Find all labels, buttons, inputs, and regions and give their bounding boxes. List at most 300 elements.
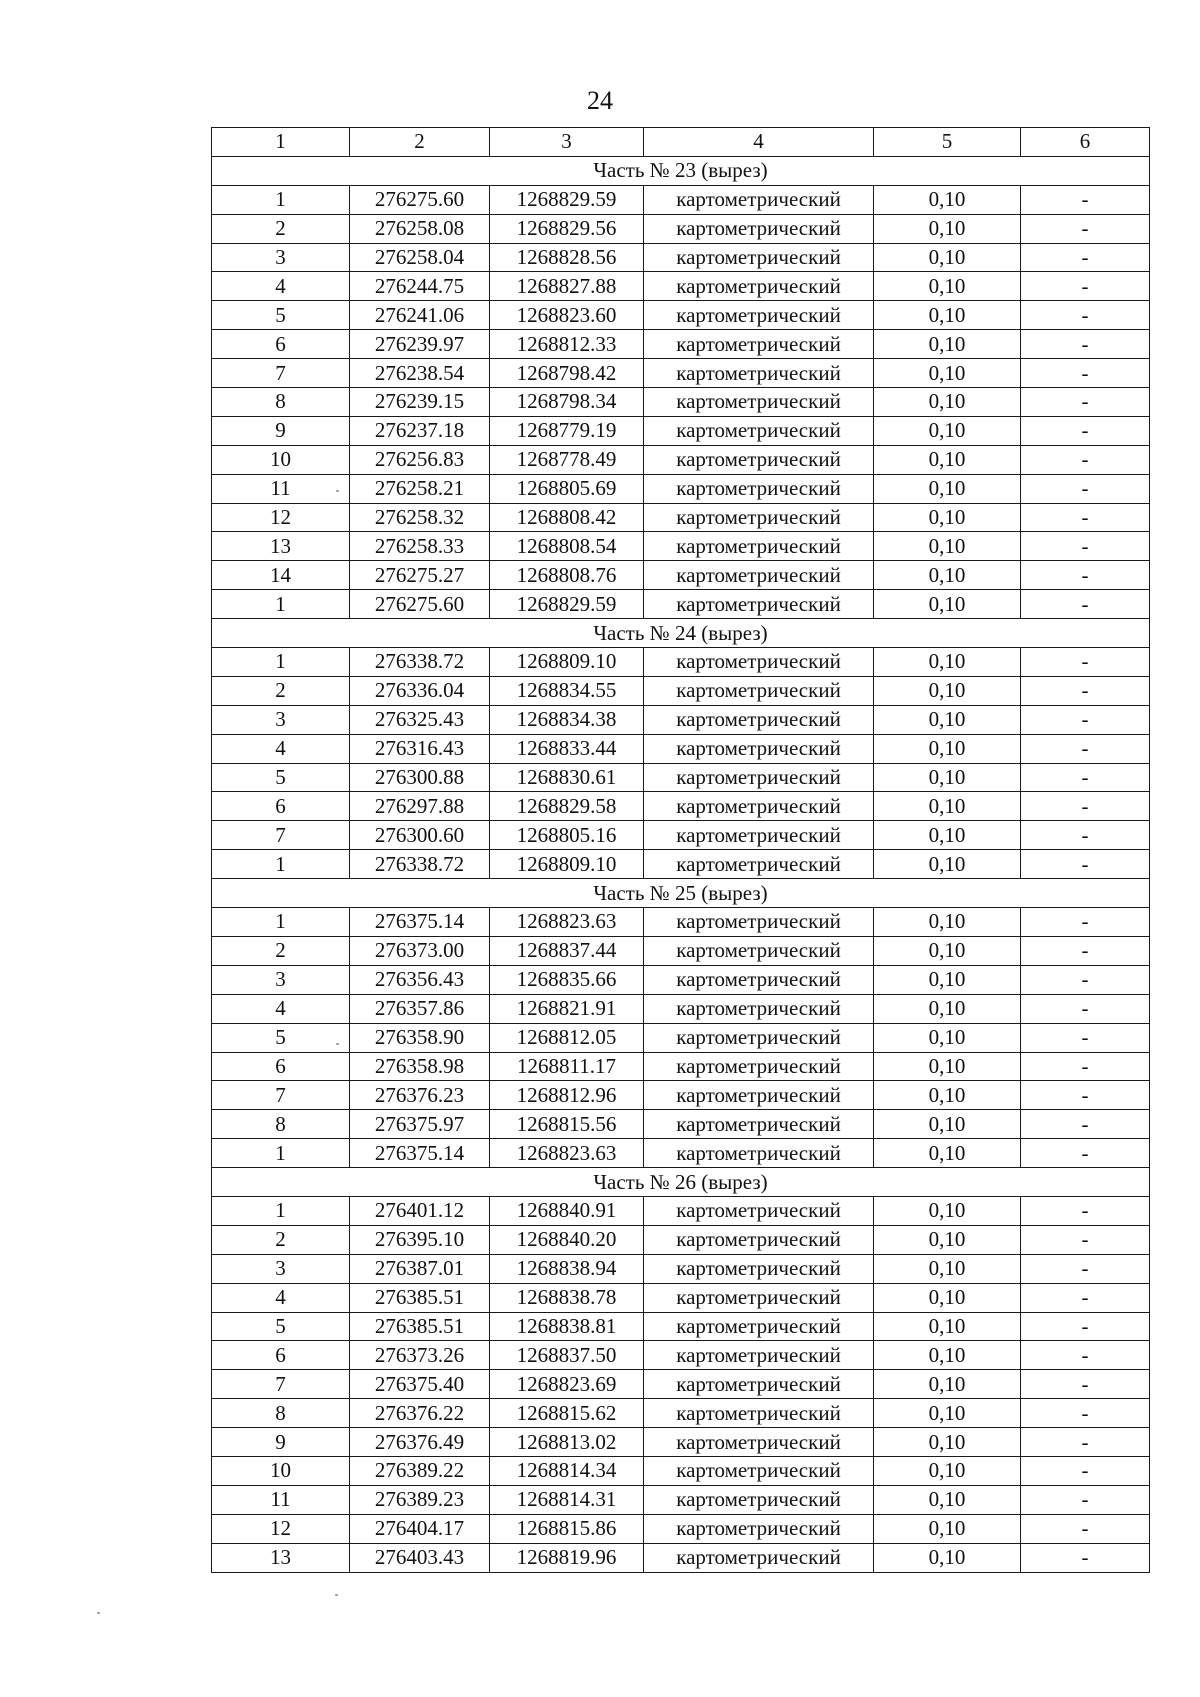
y-coordinate-cell: 1268823.60: [490, 301, 644, 330]
method-cell: картометрический: [644, 1052, 874, 1081]
point-number-cell: 8: [212, 1399, 350, 1428]
y-coordinate-cell: 1268829.58: [490, 792, 644, 821]
method-cell: картометрический: [644, 1399, 874, 1428]
table-row: [212, 1110, 1150, 1139]
method-cell: картометрический: [644, 705, 874, 734]
point-number-cell: 2: [212, 1225, 350, 1254]
coordinates-table-body: [212, 128, 1150, 1573]
table-row: [212, 1052, 1150, 1081]
description-cell: -: [1021, 359, 1150, 388]
accuracy-cell: 0,10: [874, 965, 1021, 994]
y-coordinate-cell: 1268828.56: [490, 243, 644, 272]
y-coordinate-cell: 1268815.56: [490, 1110, 644, 1139]
x-coordinate-cell: 276389.22: [350, 1456, 490, 1485]
description-cell: -: [1021, 1399, 1150, 1428]
table-row: [212, 1139, 1150, 1168]
table-row: [212, 734, 1150, 763]
point-number-cell: 2: [212, 676, 350, 705]
section-title-row: [212, 156, 1150, 185]
y-coordinate-cell: 1268829.56: [490, 214, 644, 243]
x-coordinate-cell: 276336.04: [350, 676, 490, 705]
x-coordinate-cell: 276258.04: [350, 243, 490, 272]
y-coordinate-cell: 1268834.55: [490, 676, 644, 705]
table-row: [212, 1399, 1150, 1428]
y-coordinate-cell: 1268840.91: [490, 1196, 644, 1225]
description-cell: -: [1021, 1023, 1150, 1052]
accuracy-cell: 0,10: [874, 821, 1021, 850]
accuracy-cell: 0,10: [874, 1399, 1021, 1428]
x-coordinate-cell: 276376.49: [350, 1428, 490, 1457]
section-title-row: [212, 619, 1150, 648]
description-cell: -: [1021, 445, 1150, 474]
x-coordinate-cell: 276356.43: [350, 965, 490, 994]
x-coordinate-cell: 276375.40: [350, 1370, 490, 1399]
point-number-cell: 6: [212, 330, 350, 359]
method-cell: картометрический: [644, 301, 874, 330]
description-cell: -: [1021, 388, 1150, 417]
table-row: [212, 763, 1150, 792]
x-coordinate-cell: 276404.17: [350, 1514, 490, 1543]
accuracy-cell: 0,10: [874, 648, 1021, 677]
x-coordinate-cell: 276325.43: [350, 705, 490, 734]
y-coordinate-cell: 1268834.38: [490, 705, 644, 734]
point-number-cell: 8: [212, 388, 350, 417]
y-coordinate-cell: 1268809.10: [490, 648, 644, 677]
y-coordinate-cell: 1268823.69: [490, 1370, 644, 1399]
description-cell: -: [1021, 1485, 1150, 1514]
point-number-cell: 7: [212, 1081, 350, 1110]
description-cell: -: [1021, 734, 1150, 763]
method-cell: картометрический: [644, 1139, 874, 1168]
method-cell: картометрический: [644, 936, 874, 965]
point-number-cell: 13: [212, 532, 350, 561]
x-coordinate-cell: 276375.14: [350, 1139, 490, 1168]
column-number-cell: 1: [212, 128, 350, 157]
scan-speck: [335, 1594, 338, 1596]
section-title: Часть № 25 (вырез): [212, 879, 1150, 908]
method-cell: картометрический: [644, 1543, 874, 1572]
section-title: Часть № 26 (вырез): [212, 1168, 1150, 1197]
method-cell: картометрический: [644, 416, 874, 445]
x-coordinate-cell: 276239.97: [350, 330, 490, 359]
table-row: [212, 1312, 1150, 1341]
method-cell: картометрический: [644, 1225, 874, 1254]
y-coordinate-cell: 1268837.50: [490, 1341, 644, 1370]
y-coordinate-cell: 1268838.94: [490, 1254, 644, 1283]
method-cell: картометрический: [644, 1341, 874, 1370]
section-title-row: [212, 879, 1150, 908]
table-row: [212, 1428, 1150, 1457]
table-row: [212, 1225, 1150, 1254]
method-cell: картометрический: [644, 1110, 874, 1139]
accuracy-cell: 0,10: [874, 561, 1021, 590]
table-row: [212, 821, 1150, 850]
y-coordinate-cell: 1268811.17: [490, 1052, 644, 1081]
point-number-cell: 6: [212, 792, 350, 821]
y-coordinate-cell: 1268833.44: [490, 734, 644, 763]
x-coordinate-cell: 276375.14: [350, 908, 490, 937]
x-coordinate-cell: 276237.18: [350, 416, 490, 445]
x-coordinate-cell: 276300.88: [350, 763, 490, 792]
accuracy-cell: 0,10: [874, 734, 1021, 763]
y-coordinate-cell: 1268835.66: [490, 965, 644, 994]
point-number-cell: 11: [212, 1485, 350, 1514]
method-cell: картометрический: [644, 965, 874, 994]
point-number-cell: 1: [212, 185, 350, 214]
point-number-cell: 1: [212, 648, 350, 677]
section-title-row: [212, 1168, 1150, 1197]
method-cell: картометрический: [644, 734, 874, 763]
x-coordinate-cell: 276300.60: [350, 821, 490, 850]
description-cell: -: [1021, 301, 1150, 330]
point-number-cell: 3: [212, 965, 350, 994]
description-cell: -: [1021, 1081, 1150, 1110]
method-cell: картометрический: [644, 1485, 874, 1514]
point-number-cell: 4: [212, 272, 350, 301]
table-row: [212, 272, 1150, 301]
description-cell: -: [1021, 1514, 1150, 1543]
table-row: [212, 965, 1150, 994]
point-number-cell: 13: [212, 1543, 350, 1572]
x-coordinate-cell: 276297.88: [350, 792, 490, 821]
description-cell: -: [1021, 1052, 1150, 1081]
accuracy-cell: 0,10: [874, 474, 1021, 503]
column-number-cell: 4: [644, 128, 874, 157]
description-cell: -: [1021, 416, 1150, 445]
scan-speck: [336, 1043, 339, 1045]
x-coordinate-cell: 276376.22: [350, 1399, 490, 1428]
x-coordinate-cell: 276238.54: [350, 359, 490, 388]
table-row: [212, 1196, 1150, 1225]
column-number-cell: 5: [874, 128, 1021, 157]
method-cell: картометрический: [644, 1023, 874, 1052]
accuracy-cell: 0,10: [874, 1341, 1021, 1370]
point-number-cell: 4: [212, 1283, 350, 1312]
point-number-cell: 4: [212, 994, 350, 1023]
x-coordinate-cell: 276358.98: [350, 1052, 490, 1081]
description-cell: -: [1021, 850, 1150, 879]
description-cell: -: [1021, 1543, 1150, 1572]
accuracy-cell: 0,10: [874, 243, 1021, 272]
table-row: [212, 1283, 1150, 1312]
x-coordinate-cell: 276275.60: [350, 185, 490, 214]
x-coordinate-cell: 276373.26: [350, 1341, 490, 1370]
accuracy-cell: 0,10: [874, 1196, 1021, 1225]
point-number-cell: 3: [212, 1254, 350, 1283]
accuracy-cell: 0,10: [874, 1514, 1021, 1543]
y-coordinate-cell: 1268808.54: [490, 532, 644, 561]
point-number-cell: 3: [212, 243, 350, 272]
accuracy-cell: 0,10: [874, 1139, 1021, 1168]
accuracy-cell: 0,10: [874, 1110, 1021, 1139]
table-row: [212, 1254, 1150, 1283]
y-coordinate-cell: 1268830.61: [490, 763, 644, 792]
column-number-row: [212, 128, 1150, 157]
accuracy-cell: 0,10: [874, 359, 1021, 388]
x-coordinate-cell: 276357.86: [350, 994, 490, 1023]
accuracy-cell: 0,10: [874, 1428, 1021, 1457]
section-title: Часть № 24 (вырез): [212, 619, 1150, 648]
point-number-cell: 4: [212, 734, 350, 763]
method-cell: картометрический: [644, 1254, 874, 1283]
accuracy-cell: 0,10: [874, 445, 1021, 474]
x-coordinate-cell: 276239.15: [350, 388, 490, 417]
description-cell: -: [1021, 1110, 1150, 1139]
method-cell: картометрический: [644, 1196, 874, 1225]
method-cell: картометрический: [644, 445, 874, 474]
accuracy-cell: 0,10: [874, 388, 1021, 417]
description-cell: -: [1021, 1283, 1150, 1312]
method-cell: картометрический: [644, 1456, 874, 1485]
table-row: [212, 503, 1150, 532]
x-coordinate-cell: 276316.43: [350, 734, 490, 763]
coordinates-table: [211, 127, 1150, 1573]
point-number-cell: 6: [212, 1341, 350, 1370]
point-number-cell: 1: [212, 908, 350, 937]
table-row: [212, 474, 1150, 503]
accuracy-cell: 0,10: [874, 1456, 1021, 1485]
table-row: [212, 1341, 1150, 1370]
description-cell: -: [1021, 1254, 1150, 1283]
point-number-cell: 5: [212, 763, 350, 792]
y-coordinate-cell: 1268837.44: [490, 936, 644, 965]
method-cell: картометрический: [644, 243, 874, 272]
accuracy-cell: 0,10: [874, 850, 1021, 879]
x-coordinate-cell: 276385.51: [350, 1283, 490, 1312]
table-row: [212, 445, 1150, 474]
method-cell: картометрический: [644, 908, 874, 937]
description-cell: -: [1021, 1456, 1150, 1485]
point-number-cell: 10: [212, 445, 350, 474]
accuracy-cell: 0,10: [874, 1225, 1021, 1254]
y-coordinate-cell: 1268814.31: [490, 1485, 644, 1514]
accuracy-cell: 0,10: [874, 908, 1021, 937]
y-coordinate-cell: 1268812.05: [490, 1023, 644, 1052]
accuracy-cell: 0,10: [874, 1283, 1021, 1312]
table-row: [212, 792, 1150, 821]
x-coordinate-cell: 276389.23: [350, 1485, 490, 1514]
scan-speck: [97, 1612, 100, 1614]
point-number-cell: 12: [212, 1514, 350, 1543]
method-cell: картометрический: [644, 388, 874, 417]
table-row: [212, 330, 1150, 359]
x-coordinate-cell: 276387.01: [350, 1254, 490, 1283]
accuracy-cell: 0,10: [874, 1081, 1021, 1110]
table-row: [212, 243, 1150, 272]
table-row: [212, 908, 1150, 937]
accuracy-cell: 0,10: [874, 994, 1021, 1023]
x-coordinate-cell: 276403.43: [350, 1543, 490, 1572]
point-number-cell: 9: [212, 416, 350, 445]
table-row: [212, 1456, 1150, 1485]
x-coordinate-cell: 276338.72: [350, 850, 490, 879]
accuracy-cell: 0,10: [874, 330, 1021, 359]
point-number-cell: 11: [212, 474, 350, 503]
point-number-cell: 1: [212, 1139, 350, 1168]
y-coordinate-cell: 1268814.34: [490, 1456, 644, 1485]
table-row: [212, 532, 1150, 561]
table-row: [212, 359, 1150, 388]
description-cell: -: [1021, 272, 1150, 301]
description-cell: -: [1021, 1370, 1150, 1399]
accuracy-cell: 0,10: [874, 763, 1021, 792]
method-cell: картометрический: [644, 1312, 874, 1341]
x-coordinate-cell: 276256.83: [350, 445, 490, 474]
y-coordinate-cell: 1268838.78: [490, 1283, 644, 1312]
y-coordinate-cell: 1268829.59: [490, 590, 644, 619]
accuracy-cell: 0,10: [874, 185, 1021, 214]
y-coordinate-cell: 1268798.42: [490, 359, 644, 388]
description-cell: -: [1021, 214, 1150, 243]
method-cell: картометрический: [644, 1514, 874, 1543]
point-number-cell: 5: [212, 1312, 350, 1341]
table-row: [212, 994, 1150, 1023]
x-coordinate-cell: 276244.75: [350, 272, 490, 301]
point-number-cell: 8: [212, 1110, 350, 1139]
method-cell: картометрический: [644, 763, 874, 792]
table-row: [212, 936, 1150, 965]
description-cell: -: [1021, 185, 1150, 214]
y-coordinate-cell: 1268805.16: [490, 821, 644, 850]
x-coordinate-cell: 276258.08: [350, 214, 490, 243]
point-number-cell: 1: [212, 1196, 350, 1225]
point-number-cell: 7: [212, 1370, 350, 1399]
description-cell: -: [1021, 1428, 1150, 1457]
description-cell: -: [1021, 1312, 1150, 1341]
table-row: [212, 705, 1150, 734]
method-cell: картометрический: [644, 474, 874, 503]
y-coordinate-cell: 1268840.20: [490, 1225, 644, 1254]
x-coordinate-cell: 276258.32: [350, 503, 490, 532]
description-cell: -: [1021, 330, 1150, 359]
point-number-cell: 7: [212, 821, 350, 850]
y-coordinate-cell: 1268808.76: [490, 561, 644, 590]
method-cell: картометрический: [644, 503, 874, 532]
point-number-cell: 5: [212, 301, 350, 330]
description-cell: -: [1021, 648, 1150, 677]
table-row: [212, 416, 1150, 445]
x-coordinate-cell: 276258.33: [350, 532, 490, 561]
method-cell: картометрический: [644, 359, 874, 388]
method-cell: картометрический: [644, 272, 874, 301]
x-coordinate-cell: 276258.21: [350, 474, 490, 503]
table-row: [212, 1543, 1150, 1572]
table-row: [212, 676, 1150, 705]
description-cell: -: [1021, 1225, 1150, 1254]
table-row: [212, 561, 1150, 590]
y-coordinate-cell: 1268809.10: [490, 850, 644, 879]
description-cell: -: [1021, 821, 1150, 850]
description-cell: -: [1021, 243, 1150, 272]
y-coordinate-cell: 1268823.63: [490, 908, 644, 937]
y-coordinate-cell: 1268813.02: [490, 1428, 644, 1457]
table-row: [212, 388, 1150, 417]
table-row: [212, 648, 1150, 677]
description-cell: -: [1021, 965, 1150, 994]
x-coordinate-cell: 276373.00: [350, 936, 490, 965]
y-coordinate-cell: 1268838.81: [490, 1312, 644, 1341]
table-row: [212, 1023, 1150, 1052]
accuracy-cell: 0,10: [874, 1543, 1021, 1572]
accuracy-cell: 0,10: [874, 503, 1021, 532]
description-cell: -: [1021, 705, 1150, 734]
point-number-cell: 7: [212, 359, 350, 388]
description-cell: -: [1021, 1196, 1150, 1225]
y-coordinate-cell: 1268808.42: [490, 503, 644, 532]
accuracy-cell: 0,10: [874, 1254, 1021, 1283]
description-cell: -: [1021, 763, 1150, 792]
point-number-cell: 6: [212, 1052, 350, 1081]
x-coordinate-cell: 276376.23: [350, 1081, 490, 1110]
point-number-cell: 9: [212, 1428, 350, 1457]
description-cell: -: [1021, 1341, 1150, 1370]
y-coordinate-cell: 1268812.96: [490, 1081, 644, 1110]
x-coordinate-cell: 276395.10: [350, 1225, 490, 1254]
table-row: [212, 1370, 1150, 1399]
accuracy-cell: 0,10: [874, 272, 1021, 301]
description-cell: -: [1021, 792, 1150, 821]
x-coordinate-cell: 276275.27: [350, 561, 490, 590]
y-coordinate-cell: 1268821.91: [490, 994, 644, 1023]
x-coordinate-cell: 276338.72: [350, 648, 490, 677]
y-coordinate-cell: 1268829.59: [490, 185, 644, 214]
method-cell: картометрический: [644, 532, 874, 561]
method-cell: картометрический: [644, 561, 874, 590]
x-coordinate-cell: 276385.51: [350, 1312, 490, 1341]
method-cell: картометрический: [644, 330, 874, 359]
description-cell: -: [1021, 503, 1150, 532]
table-row: [212, 1081, 1150, 1110]
y-coordinate-cell: 1268827.88: [490, 272, 644, 301]
description-cell: -: [1021, 936, 1150, 965]
column-number-cell: 6: [1021, 128, 1150, 157]
y-coordinate-cell: 1268819.96: [490, 1543, 644, 1572]
table-row: [212, 185, 1150, 214]
x-coordinate-cell: 276375.97: [350, 1110, 490, 1139]
description-cell: -: [1021, 994, 1150, 1023]
point-number-cell: 1: [212, 850, 350, 879]
method-cell: картометрический: [644, 185, 874, 214]
description-cell: -: [1021, 474, 1150, 503]
accuracy-cell: 0,10: [874, 590, 1021, 619]
method-cell: картометрический: [644, 1283, 874, 1312]
scan-speck: [336, 490, 339, 492]
point-number-cell: 2: [212, 936, 350, 965]
accuracy-cell: 0,10: [874, 532, 1021, 561]
point-number-cell: 5: [212, 1023, 350, 1052]
accuracy-cell: 0,10: [874, 676, 1021, 705]
x-coordinate-cell: 276275.60: [350, 590, 490, 619]
table-row: [212, 301, 1150, 330]
y-coordinate-cell: 1268805.69: [490, 474, 644, 503]
y-coordinate-cell: 1268815.62: [490, 1399, 644, 1428]
y-coordinate-cell: 1268798.34: [490, 388, 644, 417]
x-coordinate-cell: 276358.90: [350, 1023, 490, 1052]
accuracy-cell: 0,10: [874, 1370, 1021, 1399]
method-cell: картометрический: [644, 1081, 874, 1110]
description-cell: -: [1021, 908, 1150, 937]
method-cell: картометрический: [644, 648, 874, 677]
method-cell: картометрический: [644, 214, 874, 243]
column-number-cell: 2: [350, 128, 490, 157]
y-coordinate-cell: 1268815.86: [490, 1514, 644, 1543]
accuracy-cell: 0,10: [874, 301, 1021, 330]
method-cell: картометрический: [644, 994, 874, 1023]
point-number-cell: 1: [212, 590, 350, 619]
y-coordinate-cell: 1268823.63: [490, 1139, 644, 1168]
section-title: Часть № 23 (вырез): [212, 156, 1150, 185]
method-cell: картометрический: [644, 1428, 874, 1457]
